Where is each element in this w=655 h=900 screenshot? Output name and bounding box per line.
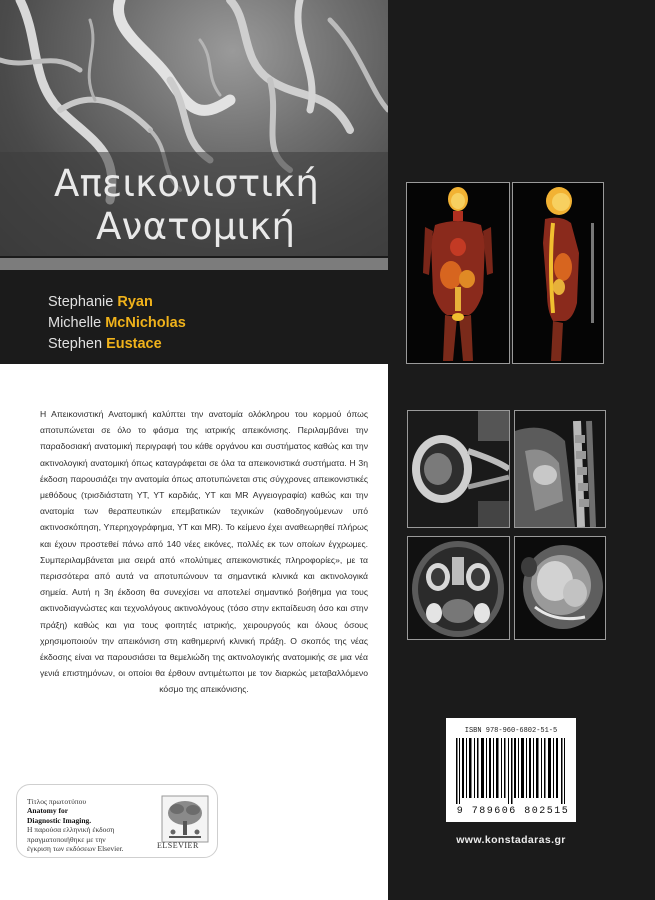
authors-list: [48, 292, 186, 355]
barcode-digits: 9 789606 802515: [456, 806, 570, 817]
orbit-mri-image: [407, 410, 510, 528]
author-given-name: Stephanie: [48, 294, 114, 310]
pet-scan-coronal: [406, 182, 510, 364]
barcode-icon: [456, 738, 566, 804]
publisher-website-link[interactable]: www.konstadaras.gr: [456, 834, 566, 846]
author-surname: McNicholas: [105, 315, 186, 331]
author-given-name: Michelle: [48, 315, 102, 331]
neck-mri-image: [514, 410, 606, 528]
author-surname: Ryan: [117, 294, 153, 310]
imprint-text: Τίτλος πρωτοτύπου Anatomy for Diagnostic Imaging. Η παρούσα ελληνική έκδοση πραγματοποιήθηκε με την έγκριση των εκδόσεων Elsevier.: [27, 797, 124, 854]
pet-scan-sagittal: [512, 182, 604, 364]
author-2: [48, 313, 186, 334]
author-1: [48, 292, 186, 313]
title-line-1: Απεικονιστική: [54, 162, 320, 205]
book-description: Η Απεικονιστική Ανατομική καλύπτει την ανατομία ολόκληρου του κορμού όπως αποτυπώνεται σε όλο το φάσμα της ιατρικής απεικόνισης. Περιλαμβάνει την παραδοσιακή ανατομική περιγραφή του κάθε οργάνου και συστήματος καθώς και την ακτινολογική ανατομική όπως καταγράφεται σε όλα τα απεικονιστικά συστήματα. Η 3η έκδοση παρουσιάζει την ανατομία όπως αποτυπώνεται στις σύγχρονες απεικονιστικές μεθόδους (τρισδιάστατη ΥΤ, ΥΤ καρδιάς, ΥΤ και MR Αγγειογραφία) καθώς και την ανατομία των θεραπευτικών επεμβατικών τεχνικών (καθοδηγούμενων υπό ακτινοσκόπηση, Υπερηχογράφημα, ΥΤ και MR). Το κείμενο έχει αναθεωρηθεί πλήρως και έχουν προστεθεί πάνω από 140 νέες εικόνες, πολλές εκ των οποίων έγχρωμες. Συμπεριλαμβάνεται μια σειρά από «πολύτιμες απεικονιστικές πληροφορίες», με τα περισσότερα από αυτά να αποτυπώνουν τα σημαντικά κλινικά και ακτινολογικά σημεία. Αυτή η 3η έκδοση θα συνεχίσει να αποτελεί σημαντικό βοήθημα για τους ακτινοδιαγνώστες και τεχνολόγους ακτινολόγους (τόσο στην εκπαίδευση όσο και στην πράξη) καθώς και για τους φοιτητές ιατρικής, χειρουργούς και όλους όσους χρησιμοποιούν την απεικόνιση στη καθημερινή κλινική πράξη. Ο σκοπός της νέας έκδοσης είναι να παρουσιάσει τα θεμελιώδη της ακτινολογικής ανατομικής σε μια νέα γενιά επιστημόνων, οι οποίοι θα έρθουν αντιμέτωποι με τον διαρκώς μεταβαλλόμενο κόσμο της απεικόνισης.: [40, 409, 368, 695]
author-3: [48, 334, 186, 355]
cardiac-ct-image: [514, 536, 606, 640]
description-panel: [0, 364, 388, 900]
barcode-block: [446, 718, 576, 822]
skull-base-ct-image: [407, 536, 510, 640]
isbn-text: ISBN 978-960-6802-51-5: [464, 727, 558, 735]
elsevier-wordmark: ELSEVIER: [157, 841, 199, 850]
original-title-box: [16, 784, 218, 858]
author-given-name: Stephen: [48, 336, 103, 352]
author-surname: Eustace: [106, 336, 162, 352]
elsevier-tree-icon: [161, 795, 209, 843]
divider-stripe: [0, 258, 388, 270]
book-title: [54, 162, 384, 248]
title-line-2: Ανατομική: [96, 205, 296, 248]
